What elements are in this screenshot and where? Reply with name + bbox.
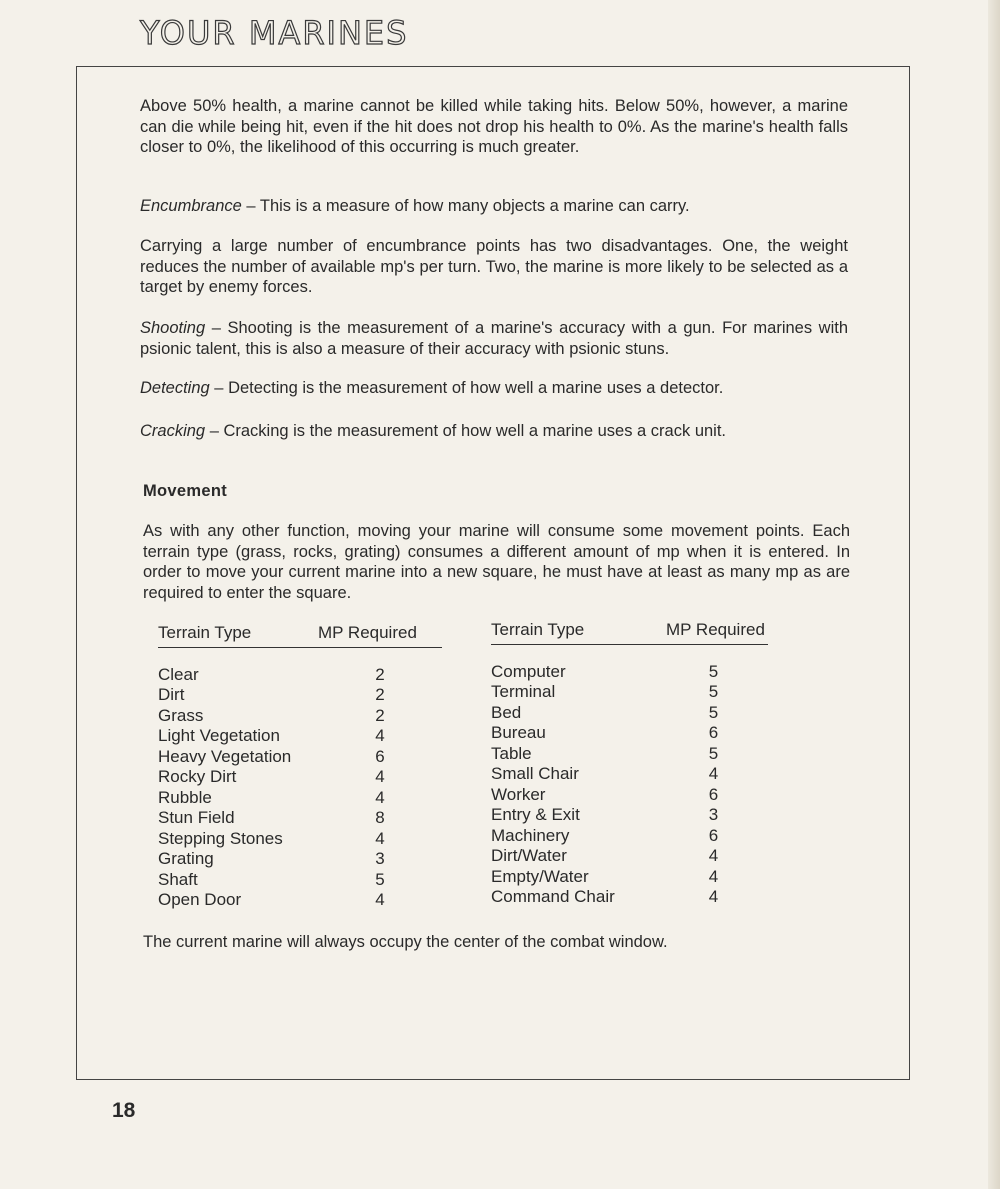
table-row [491,703,768,724]
mp-value: 4 [375,767,385,786]
terrain-name: Entry & Exit [491,805,580,824]
column-header-mp: MP Required [666,620,765,639]
terrain-name: Dirt [158,685,185,704]
table-row [158,685,442,706]
terrain-name: Rubble [158,787,212,807]
mp-value: 4 [375,890,385,909]
table-row [158,726,442,747]
table-row [491,723,768,744]
detecting-text: – Detecting is the measurement of how well a marine uses a detector. [209,379,724,397]
encumbrance-detail: Carrying a large number of encumbrance points has two disadvantages. One, the weight reduces the number of available mp's per turn. Two, the marine is more likely to be selected as a target by enemy forces. [140,237,848,296]
table-row [491,744,768,765]
terrain-name: Table [491,743,532,763]
terrain-name: Clear [158,664,199,684]
shooting-text: – Shooting is the measurement of a marine's accuracy with a gun. For marines with psionic talent, this is also a measure of their accuracy with psionic stuns. [140,319,848,358]
table-row [158,829,442,850]
table-row [158,849,442,870]
terrain-name: Light Vegetation [158,726,280,745]
terrain-name: Stepping Stones [158,828,283,848]
mp-value: 8 [375,808,385,827]
encumbrance-paragraph [140,196,848,217]
table-row [491,846,768,867]
mp-value: 6 [708,825,719,845]
terrain-name: Computer [491,661,566,681]
table-row [491,764,768,785]
table-row [491,887,768,908]
terrain-name: Terminal [491,682,556,701]
table-row [491,805,768,826]
table-header [158,623,442,648]
mp-value: 4 [708,764,719,783]
mp-value: 6 [708,723,719,742]
terrain-name: Grating [158,849,214,868]
shooting-paragraph [140,318,848,359]
movement-heading: Movement [143,482,227,500]
terrain-name: Machinery [491,825,570,845]
terrain-name: Bureau [491,723,546,742]
terrain-name: Rocky Dirt [158,767,237,786]
terrain-name: Heavy Vegetation [158,746,292,766]
shooting-term: Shooting [140,319,206,337]
mp-value: 4 [375,787,385,807]
page-title: YOUR MARINES [140,14,409,52]
table-row [158,890,442,911]
mp-value: 5 [708,702,719,722]
terrain-table-left [158,623,442,911]
table-body [158,665,442,911]
table-row [491,662,768,683]
mp-value: 5 [375,869,385,889]
mp-value: 5 [708,682,719,701]
cracking-text: – Cracking is the measurement of how well a marine uses a crack unit. [205,422,727,440]
table-row [158,870,442,891]
table-body [491,662,768,908]
mp-value: 6 [708,784,719,804]
mp-value: 6 [375,746,385,766]
encumbrance-text: – This is a measure of how many objects a marine can carry. [241,197,690,215]
table-header [491,620,768,645]
terrain-name: Grass [158,705,204,725]
mp-value: 2 [375,705,385,725]
table-row [158,808,442,829]
health-paragraph: Above 50% health, a marine cannot be killed while taking hits. Below 50%, however, a marine can die while being hit, even if the hit does not drop his health to 0%. As the marine's health falls closer to 0%, the likelihood of this occurring is much greater. [140,97,848,156]
mp-value: 5 [708,743,719,763]
table-row [491,826,768,847]
terrain-table-right [491,620,768,908]
detecting-term: Detecting [140,379,210,397]
mp-value: 4 [708,846,719,865]
table-row [491,867,768,888]
terrain-name: Bed [491,702,522,722]
column-header-terrain: Terrain Type [158,623,252,642]
table-row [158,788,442,809]
column-header-mp: MP Required [318,623,417,642]
page-number: 18 [112,1099,136,1122]
terrain-name: Empty/Water [491,866,589,886]
column-header-terrain: Terrain Type [491,620,585,639]
mp-value: 4 [375,828,385,848]
mp-value: 3 [375,849,385,868]
cracking-term: Cracking [140,422,206,440]
terrain-name: Worker [491,784,546,804]
detecting-paragraph [140,378,848,399]
table-row [158,665,442,686]
terrain-name: Shaft [158,869,198,889]
table-row [158,706,442,727]
page-edge [988,0,1000,1189]
movement-intro: As with any other function, moving your marine will consume some movement points. Each terrain type (grass, rocks, grating) consumes a different amount of mp when it is entered. In order to move your current marine into a new square, he must have at least as many mp as are required to enter the square. [143,522,850,602]
terrain-name: Dirt/Water [491,846,567,865]
table-row [491,785,768,806]
terrain-name: Open Door [158,890,242,909]
table-row [158,767,442,788]
mp-value: 4 [708,866,719,886]
table-row [158,747,442,768]
mp-value: 3 [708,805,719,824]
mp-value: 2 [375,685,385,704]
mp-value: 4 [708,887,719,906]
terrain-name: Stun Field [158,808,235,827]
table-row [491,682,768,703]
cracking-paragraph [140,421,848,442]
mp-value: 2 [375,664,385,684]
mp-value: 5 [708,661,719,681]
mp-value: 4 [375,726,385,745]
terrain-name: Command Chair [491,887,615,906]
terrain-name: Small Chair [491,764,579,783]
encumbrance-term: Encumbrance [140,197,242,215]
closing-sentence: The current marine will always occupy the center of the combat window. [143,933,668,951]
